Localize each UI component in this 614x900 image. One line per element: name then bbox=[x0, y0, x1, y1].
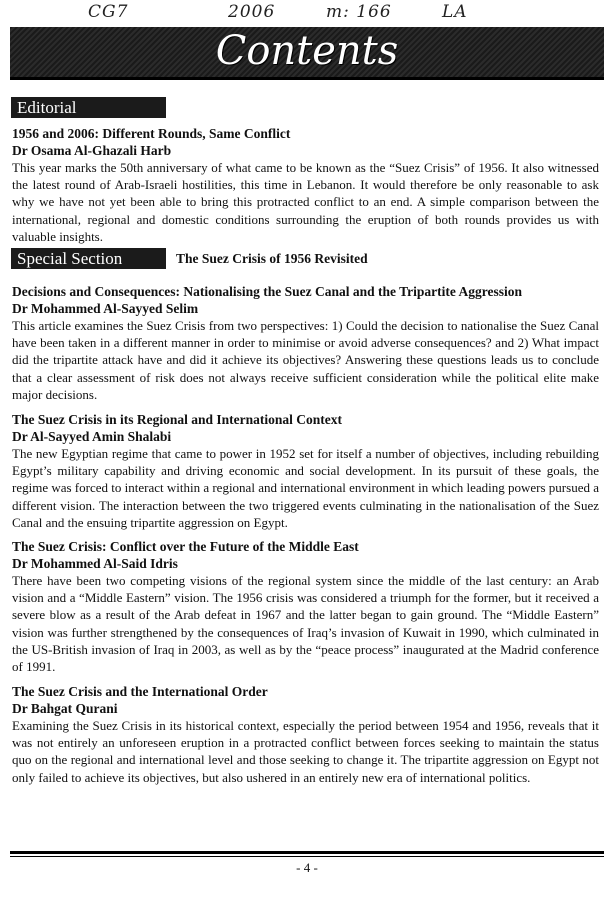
handwritten-note-3: m: 166 bbox=[326, 2, 392, 22]
handwritten-note-1: CG7 bbox=[88, 2, 129, 22]
article-author: Dr Mohammed Al-Sayyed Selim bbox=[12, 301, 199, 316]
article-abstract: Examining the Suez Crisis in its historical context, especially the period between 1954 and 1956, reveals that it was not entirely an unforeseen eruption in a protracted conflict between forces seeking to maintain the status quo on the regional and international level and those seeking to change it. The tripartite aggression on Egypt not only failed to achieve its objectives, but also ushered in an entirely new era of international politics. bbox=[12, 718, 599, 785]
special-section-tag: Special Section bbox=[11, 248, 166, 269]
article-title: Decisions and Consequences: Nationalising the Suez Canal and the Tripartite Aggression bbox=[12, 284, 523, 299]
page-number: - 4 - bbox=[296, 860, 318, 875]
article-title: 1956 and 2006: Different Rounds, Same Conflict bbox=[12, 126, 291, 141]
footer-rule bbox=[10, 851, 604, 854]
contents-banner bbox=[10, 27, 604, 80]
editorial-section-tag: Editorial bbox=[11, 97, 166, 118]
special-section-title: The Suez Crisis of 1956 Revisited bbox=[176, 251, 368, 266]
article-qurani bbox=[12, 683, 599, 786]
handwritten-note-2: 2006 bbox=[228, 2, 276, 22]
article-author: Dr Mohammed Al-Said Idris bbox=[12, 556, 178, 571]
article-title: The Suez Crisis in its Regional and International Context bbox=[12, 412, 343, 427]
article-author: Dr Osama Al-Ghazali Harb bbox=[12, 143, 172, 158]
page-title: Contents bbox=[215, 28, 399, 74]
article-editorial bbox=[12, 125, 599, 245]
handwritten-note-4: LA bbox=[442, 2, 468, 22]
article-selim bbox=[12, 283, 599, 403]
article-abstract: The new Egyptian regime that came to power in 1952 set for itself a number of objectives, including rebuilding Egypt’s military capability and driving economic and social development. In its pursuit of these goals, the regime was forced to interact within a regional and international environment in which leading powers pursued a different vision. The interaction between the two triggered events culminating in the nationalisation of the Suez Canal and the ensuing tripartite aggression on Egypt. bbox=[12, 446, 599, 530]
article-title: The Suez Crisis and the International Order bbox=[12, 684, 268, 699]
article-author: Dr Al-Sayyed Amin Shalabi bbox=[12, 429, 172, 444]
article-author: Dr Bahgat Qurani bbox=[12, 701, 118, 716]
footer-rule-thin bbox=[10, 856, 604, 857]
article-abstract: There have been two competing visions of the regional system since the middle of the last century: an Arab vision and a “Middle Eastern” vision. The 1956 crisis was considered a triumph for the former, but it received a severe blow as a result of the Arab defeat in 1967 and the latter began to gain ground. The “Middle Eastern” vision was further strengthened by the consequences of Iraq’s invasion of Kuwait in 1990, which culminated in the US-British invasion of Iraq in 2003, as well as by the “peace process” inaugurated at the Madrid conference of 1991. bbox=[12, 573, 599, 675]
article-shalabi bbox=[12, 411, 599, 531]
article-idris bbox=[12, 538, 599, 675]
article-abstract: This year marks the 50th anniversary of what came to be known as the “Suez Crisis” of 1956. It also witnessed the latest round of Arab-Israeli hostilities, this time in Lebanon. It would therefore be only reasonable to ask why we have not yet been able to bring this protracted conflict to an end. A simple comparison between the international, regional and domestic conditions surrounding the eruption of both rounds provides us with valuable insights. bbox=[12, 160, 599, 244]
article-abstract: This article examines the Suez Crisis from two perspectives: 1) Could the decision to nationalise the Suez Canal have been taken in a different manner in order to minimise or avoid adverse consequences? and 2) What impact did the tripartite attack have and did it achieve its objectives? Answering these questions leads us to conclude that a clear assessment of risk does not always receive sufficient consideration while the political elite make major decisions. bbox=[12, 318, 599, 402]
article-title: The Suez Crisis: Conflict over the Future of the Middle East bbox=[12, 539, 359, 554]
